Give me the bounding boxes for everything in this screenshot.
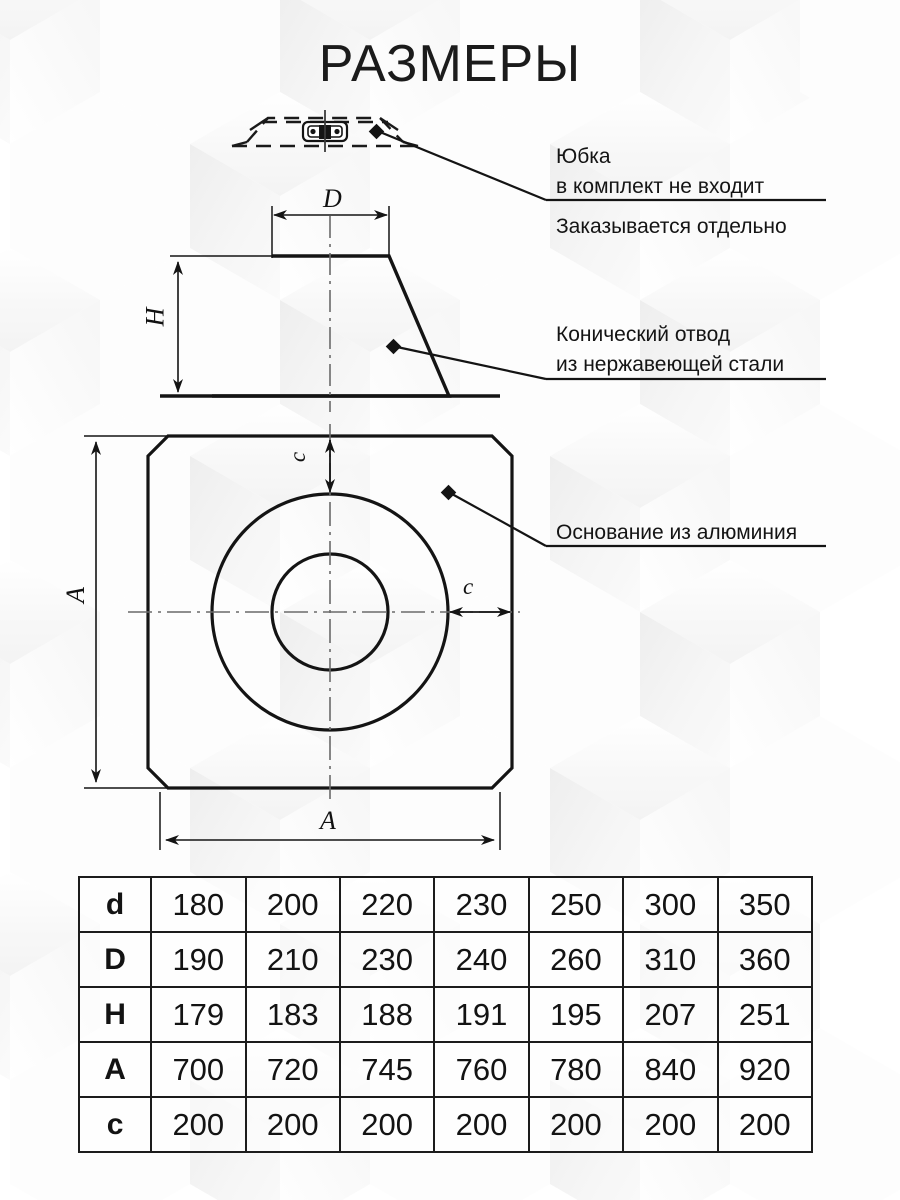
dimension-H bbox=[170, 256, 276, 392]
table-cell: 195 bbox=[529, 987, 623, 1042]
table-cell: 250 bbox=[529, 877, 623, 932]
table-cell: 200 bbox=[623, 1097, 717, 1152]
table-cell: 191 bbox=[434, 987, 528, 1042]
table-row-label: H bbox=[79, 987, 151, 1042]
table-cell: 188 bbox=[340, 987, 434, 1042]
table-cell: 190 bbox=[151, 932, 245, 987]
table-cell: 260 bbox=[529, 932, 623, 987]
dimension-label-c-right: c bbox=[463, 574, 474, 599]
callout-base-line1: Основание из алюминия bbox=[556, 521, 798, 544]
table-cell: 350 bbox=[718, 877, 812, 932]
table-cell: 300 bbox=[623, 877, 717, 932]
table-cell: 179 bbox=[151, 987, 245, 1042]
table-cell: 240 bbox=[434, 932, 528, 987]
table-cell: 210 bbox=[246, 932, 340, 987]
table-cell: 230 bbox=[340, 932, 434, 987]
table-cell: 745 bbox=[340, 1042, 434, 1097]
table-cell: 200 bbox=[529, 1097, 623, 1152]
table-cell: 310 bbox=[623, 932, 717, 987]
table-cell: 760 bbox=[434, 1042, 528, 1097]
callout-cone-line1: Конический отвод bbox=[556, 323, 731, 346]
table-cell: 780 bbox=[529, 1042, 623, 1097]
table-cell: 180 bbox=[151, 877, 245, 932]
table-cell: 720 bbox=[246, 1042, 340, 1097]
table-cell: 207 bbox=[623, 987, 717, 1042]
page-title: РАЗМЕРЫ bbox=[318, 35, 582, 93]
table-cell: 200 bbox=[434, 1097, 528, 1152]
callout-cone bbox=[556, 320, 784, 381]
table-row-label: D bbox=[79, 932, 151, 987]
specification-table-body bbox=[79, 877, 812, 1152]
callout-skirt-line2: в комплект не входит bbox=[556, 175, 765, 199]
dimension-label-A-bottom: A bbox=[320, 806, 336, 835]
callout-base bbox=[556, 518, 797, 548]
dimension-label-D: D bbox=[323, 184, 342, 213]
table-cell: 200 bbox=[246, 877, 340, 932]
callout-skirt bbox=[556, 142, 764, 203]
dimension-A-left bbox=[84, 436, 168, 788]
table-cell: 200 bbox=[151, 1097, 245, 1152]
table-row-label: A bbox=[79, 1042, 151, 1097]
table-cell: 700 bbox=[151, 1042, 245, 1097]
dimension-label-A-left: A bbox=[60, 587, 90, 603]
table-row bbox=[79, 1042, 812, 1097]
table-cell: 840 bbox=[623, 1042, 717, 1097]
callout-skirt-order bbox=[556, 212, 787, 242]
table-cell: 230 bbox=[434, 877, 528, 932]
specification-table bbox=[78, 876, 813, 1153]
callout-cone-line2: из нержавеющей стали bbox=[556, 353, 785, 377]
table-row bbox=[79, 877, 812, 932]
table-row-label: c bbox=[79, 1097, 151, 1152]
table-cell: 183 bbox=[246, 987, 340, 1042]
table-row bbox=[79, 932, 812, 987]
table-cell: 200 bbox=[718, 1097, 812, 1152]
callout-skirt-line1: Юбка bbox=[556, 145, 611, 168]
callout-skirt-order-line1: Заказывается отдельно bbox=[556, 215, 787, 238]
table-cell: 251 bbox=[718, 987, 812, 1042]
table-cell: 360 bbox=[718, 932, 812, 987]
table-row-label: d bbox=[79, 877, 151, 932]
dimension-label-H: H bbox=[140, 307, 170, 327]
table-row bbox=[79, 1097, 812, 1152]
table-row bbox=[79, 987, 812, 1042]
table-cell: 220 bbox=[340, 877, 434, 932]
dimension-label-c-top: c bbox=[285, 451, 311, 463]
table-cell: 200 bbox=[246, 1097, 340, 1152]
table-cell: 200 bbox=[340, 1097, 434, 1152]
table-cell: 920 bbox=[718, 1042, 812, 1097]
